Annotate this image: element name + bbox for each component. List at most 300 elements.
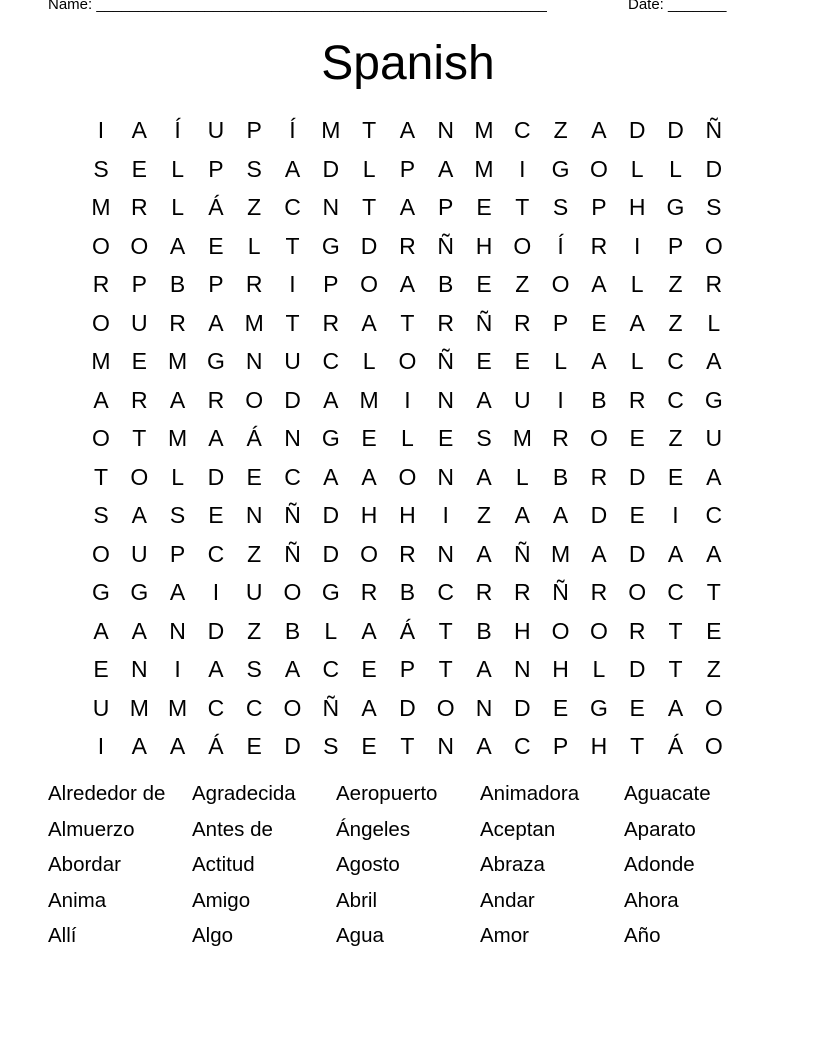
grid-letter: A	[591, 348, 607, 374]
grid-letter: O	[589, 617, 608, 644]
grid-letter: R	[399, 232, 416, 259]
grid-letter: A	[131, 617, 147, 644]
grid-letter: R	[92, 271, 110, 297]
grid-letter: R	[169, 309, 186, 336]
grid-letter: P	[246, 117, 262, 143]
grid-letter: Á	[208, 733, 224, 759]
grid-letter: D	[322, 155, 340, 182]
grid-letter: C	[322, 348, 340, 374]
grid-letter: A	[706, 463, 722, 490]
grid-letter: T	[706, 579, 721, 605]
grid-letter: N	[437, 386, 454, 413]
word-list-item: Ángeles	[336, 817, 411, 841]
grid-letter: P	[591, 194, 607, 220]
grid-letter: A	[476, 656, 492, 682]
grid-letter: P	[169, 540, 186, 567]
grid-letter: A	[169, 232, 186, 259]
word-list-item: Almuerzo	[48, 817, 135, 841]
word-list-item: Agradecida	[192, 782, 296, 805]
grid-letter: R	[130, 386, 148, 413]
grid-letter: N	[322, 194, 340, 220]
grid-letter: Ñ	[437, 232, 454, 259]
grid-letter: C	[322, 656, 340, 682]
grid-letter: G	[130, 579, 149, 605]
grid-letter: A	[361, 463, 377, 490]
grid-letter: I	[672, 502, 679, 528]
date-field-label: Date: _______	[628, 0, 727, 13]
grid-letter: M	[91, 194, 111, 220]
grid-letter: Z	[668, 425, 683, 451]
word-list-item: Animadora	[480, 782, 580, 805]
grid-letter: O	[360, 271, 379, 297]
grid-letter: A	[399, 271, 416, 297]
grid-letter: A	[208, 425, 224, 451]
grid-letter: E	[476, 271, 492, 297]
grid-letter: L	[592, 656, 606, 682]
grid-letter: D	[399, 694, 416, 721]
grid-letter: A	[284, 155, 301, 182]
word-list-item: Aparato	[624, 817, 696, 841]
grid-letter: E	[629, 425, 645, 451]
grid-letter: R	[322, 309, 340, 336]
grid-letter: R	[513, 309, 531, 336]
grid-letter: U	[130, 309, 148, 336]
grid-letter: Ñ	[552, 579, 569, 605]
grid-letter: D	[628, 656, 646, 682]
grid-letter: U	[207, 117, 225, 143]
grid-letter: D	[705, 155, 723, 182]
grid-letter: O	[92, 309, 110, 336]
grid-letter: B	[169, 271, 186, 297]
grid-letter: H	[360, 502, 378, 528]
grid-letter: S	[93, 155, 109, 182]
grid-letter: E	[476, 348, 492, 374]
grid-letter: O	[589, 425, 608, 451]
grid-letter: E	[246, 733, 262, 759]
grid-letter: G	[704, 386, 723, 413]
grid-letter: C	[513, 117, 531, 143]
grid-letter: R	[628, 386, 646, 413]
grid-letter: O	[551, 617, 570, 644]
grid-letter: Z	[706, 656, 721, 682]
word-list-item: Antes de	[192, 817, 273, 841]
grid-letter: I	[212, 579, 220, 605]
grid-letter: N	[169, 617, 186, 644]
grid-letter: I	[174, 656, 181, 682]
grid-letter: O	[704, 694, 723, 721]
grid-letter: S	[706, 194, 722, 220]
grid-letter: M	[129, 694, 149, 721]
grid-letter: Ñ	[284, 502, 301, 528]
grid-letter: R	[475, 579, 493, 605]
grid-letter: Á	[208, 194, 224, 220]
grid-letter: H	[475, 232, 493, 259]
grid-letter: I	[97, 117, 105, 143]
grid-letter: B	[591, 386, 607, 413]
grid-letter: R	[590, 579, 608, 605]
grid-letter: Z	[553, 117, 568, 143]
grid-letter: T	[438, 617, 453, 644]
grid-letter: A	[591, 117, 607, 143]
grid-letter: O	[283, 694, 302, 721]
grid-letter: N	[475, 694, 493, 721]
grid-letter: A	[169, 386, 186, 413]
grid-letter: A	[591, 271, 607, 297]
grid-letter: T	[362, 194, 377, 220]
grid-letter: T	[630, 733, 645, 759]
grid-letter: D	[207, 617, 225, 644]
word-list-item: Alrededor de	[48, 782, 166, 805]
grid-letter: I	[557, 386, 564, 413]
grid-letter: E	[361, 425, 377, 451]
grid-letter: A	[629, 309, 645, 336]
grid-letter: O	[704, 733, 723, 759]
grid-letter: R	[628, 617, 646, 644]
grid-letter: I	[404, 386, 411, 413]
grid-letter: S	[323, 733, 339, 759]
grid-letter: D	[322, 502, 340, 528]
word-list-item: Adonde	[624, 853, 695, 877]
grid-letter: G	[321, 579, 340, 605]
grid-letter: A	[361, 309, 377, 336]
grid-letter: Ñ	[705, 117, 723, 143]
grid-letter: G	[321, 425, 340, 451]
grid-letter: D	[628, 540, 646, 567]
grid-letter: D	[513, 694, 531, 721]
grid-letter: O	[551, 271, 570, 297]
grid-letter: E	[361, 656, 377, 682]
grid-letter: Á	[399, 617, 416, 644]
grid-letter: A	[323, 386, 339, 413]
grid-letter: T	[400, 733, 415, 759]
grid-letter: E	[438, 425, 454, 451]
word-list-item: Año	[624, 924, 661, 948]
grid-letter: M	[359, 386, 379, 413]
grid-letter: E	[591, 309, 607, 336]
grid-letter: C	[284, 463, 301, 490]
grid-letter: S	[169, 502, 186, 528]
grid-letter: N	[437, 733, 454, 759]
grid-letter: A	[476, 386, 492, 413]
grid-letter: L	[171, 155, 184, 182]
grid-letter: P	[131, 271, 147, 297]
grid-letter: D	[284, 733, 301, 759]
grid-letter: B	[284, 617, 301, 644]
grid-letter: Z	[247, 194, 262, 220]
word-list-item: Actitud	[192, 853, 255, 877]
grid-letter: A	[476, 733, 492, 759]
grid-letter: T	[438, 656, 453, 682]
grid-letter: A	[476, 540, 492, 567]
grid-letter: L	[400, 425, 414, 451]
grid-letter: S	[246, 656, 262, 682]
grid-letter: E	[552, 694, 569, 721]
grid-letter: A	[284, 656, 301, 682]
grid-letter: A	[361, 694, 377, 721]
grid-letter: L	[630, 271, 644, 297]
grid-letter: T	[285, 232, 300, 259]
grid-letter: M	[512, 425, 532, 451]
grid-letter: L	[669, 155, 682, 182]
grid-letter: N	[437, 463, 454, 490]
grid-letter: E	[667, 463, 684, 490]
grid-letter: M	[168, 694, 188, 721]
grid-letter: N	[437, 540, 454, 567]
grid-letter: L	[707, 309, 721, 336]
grid-letter: E	[131, 155, 147, 182]
grid-letter: N	[245, 502, 263, 528]
grid-letter: A	[399, 194, 416, 220]
grid-letter: H	[628, 194, 646, 220]
grid-letter: L	[362, 155, 376, 182]
word-list-item: Anima	[48, 888, 107, 912]
grid-letter: P	[667, 232, 684, 259]
grid-letter: Ñ	[513, 540, 531, 567]
grid-letter: R	[705, 271, 723, 297]
grid-letter: P	[208, 155, 224, 182]
grid-letter: Ñ	[437, 348, 454, 374]
grid-letter: R	[399, 540, 416, 567]
word-list-item: Abril	[336, 888, 378, 912]
grid-letter: Á	[246, 425, 262, 451]
grid-letter: R	[130, 194, 148, 220]
grid-letter: T	[132, 425, 147, 451]
grid-letter: A	[93, 617, 109, 644]
grid-letter: A	[169, 733, 186, 759]
grid-letter: O	[283, 579, 302, 605]
grid-letter: O	[92, 540, 110, 567]
grid-letter: R	[245, 271, 263, 297]
grid-letter: M	[551, 540, 571, 567]
grid-letter: A	[131, 733, 147, 759]
grid-letter: T	[400, 309, 415, 336]
grid-letter: A	[591, 540, 607, 567]
grid-letter: C	[245, 694, 263, 721]
grid-letter: C	[513, 733, 531, 759]
grid-letter: C	[667, 386, 684, 413]
grid-letter: U	[284, 348, 301, 374]
grid-letter: O	[398, 348, 417, 374]
grid-letter: O	[92, 425, 110, 451]
grid-letter: E	[208, 232, 224, 259]
word-list-item: Aguacate	[624, 782, 711, 805]
grid-letter: A	[361, 617, 377, 644]
grid-letter: Ñ	[322, 694, 340, 721]
grid-letter: P	[208, 271, 224, 297]
grid-letter: A	[438, 155, 454, 182]
grid-letter: M	[474, 117, 494, 143]
grid-letter: A	[552, 502, 569, 528]
grid-letter: O	[589, 155, 608, 182]
grid-letter: N	[284, 425, 301, 451]
grid-letter: Z	[247, 617, 262, 644]
grid-letter: R	[360, 579, 378, 605]
grid-letter: L	[515, 463, 529, 490]
grid-letter: E	[514, 348, 530, 374]
grid-letter: A	[667, 694, 684, 721]
grid-letter: L	[554, 348, 567, 374]
grid-letter: L	[630, 155, 644, 182]
grid-letter: D	[667, 117, 684, 143]
grid-letter: O	[130, 232, 149, 259]
grid-letter: E	[706, 617, 722, 644]
grid-letter: O	[398, 463, 417, 490]
grid-letter: D	[628, 463, 646, 490]
grid-letter: D	[590, 502, 608, 528]
grid-letter: G	[589, 694, 608, 721]
grid-letter: U	[513, 386, 531, 413]
grid-letter: O	[704, 232, 723, 259]
grid-letter: N	[437, 117, 454, 143]
grid-letter: E	[93, 656, 109, 682]
grid-letter: E	[629, 502, 645, 528]
grid-letter: D	[360, 232, 378, 259]
grid-letter: M	[244, 309, 264, 336]
grid-letter: R	[590, 463, 608, 490]
grid-letter: S	[93, 502, 109, 528]
word-list-item: Agosto	[336, 853, 400, 877]
grid-letter: E	[131, 348, 147, 374]
grid-letter: L	[362, 348, 376, 374]
grid-letter: Ñ	[284, 540, 301, 567]
grid-letter: P	[323, 271, 339, 297]
word-list-item: Ahora	[624, 888, 679, 912]
grid-letter: B	[552, 463, 569, 490]
grid-letter: T	[668, 656, 683, 682]
grid-letter: E	[246, 463, 262, 490]
grid-letter: A	[667, 540, 684, 567]
grid-letter: E	[476, 194, 492, 220]
grid-letter: N	[513, 656, 531, 682]
grid-letter: Z	[668, 271, 683, 297]
grid-letter: O	[436, 694, 455, 721]
grid-letter: E	[361, 733, 377, 759]
grid-letter: A	[93, 386, 109, 413]
grid-letter: O	[245, 386, 264, 413]
grid-letter: B	[438, 271, 454, 297]
grid-letter: G	[206, 348, 225, 374]
grid-letter: A	[706, 540, 722, 567]
grid-letter: L	[630, 348, 644, 374]
grid-letter: T	[93, 463, 109, 490]
grid-letter: M	[168, 425, 188, 451]
grid-letter: G	[92, 579, 110, 605]
grid-letter: T	[668, 617, 683, 644]
grid-letter: D	[322, 540, 340, 567]
grid-letter: R	[207, 386, 225, 413]
grid-letter: D	[628, 117, 646, 143]
grid-letter: A	[208, 309, 224, 336]
grid-letter: Ñ	[475, 309, 493, 336]
grid-letter: A	[208, 656, 224, 682]
grid-letter: C	[705, 502, 723, 528]
grid-letter: N	[245, 348, 263, 374]
grid-letter: A	[399, 117, 416, 143]
grid-letter: C	[207, 540, 225, 567]
grid-letter: Í	[289, 117, 296, 143]
grid-letter: S	[246, 155, 262, 182]
grid-letter: O	[513, 232, 532, 259]
grid-letter: H	[552, 656, 569, 682]
word-list-item: Allí	[48, 924, 77, 948]
grid-letter: A	[514, 502, 530, 528]
name-field-label: Name: ______________________________________________________	[48, 0, 547, 13]
grid-letter: P	[438, 194, 454, 220]
grid-letter: O	[130, 463, 149, 490]
grid-letter: I	[289, 271, 296, 297]
word-list-item: Agua	[336, 924, 384, 948]
grid-letter: H	[399, 502, 416, 528]
grid-letter: Z	[515, 271, 530, 297]
word-list-item: Abraza	[480, 853, 545, 877]
word-list-item: Aceptan	[480, 817, 556, 841]
grid-letter: U	[705, 425, 723, 451]
grid-letter: S	[476, 425, 492, 451]
grid-letter: A	[131, 502, 147, 528]
grid-letter: E	[629, 694, 645, 721]
grid-letter: N	[130, 656, 148, 682]
grid-letter: Z	[476, 502, 492, 528]
grid-letter: M	[91, 348, 111, 374]
grid-letter: U	[92, 694, 110, 721]
grid-letter: C	[667, 348, 684, 374]
grid-letter: A	[323, 463, 339, 490]
grid-letter: L	[171, 463, 184, 490]
grid-letter: P	[399, 155, 416, 182]
grid-letter: Í	[174, 117, 181, 143]
grid-letter: M	[474, 155, 494, 182]
grid-letter: H	[513, 617, 531, 644]
word-list-item: Amigo	[192, 888, 251, 912]
grid-letter: O	[360, 540, 379, 567]
word-list-item: Andar	[480, 888, 535, 912]
grid-letter: T	[285, 309, 300, 336]
grid-letter: L	[324, 617, 338, 644]
grid-letter: M	[168, 348, 188, 374]
grid-letter: G	[551, 155, 570, 182]
grid-letter: L	[171, 194, 184, 220]
grid-letter: P	[399, 656, 416, 682]
grid-letter: M	[321, 117, 341, 143]
grid-letter: A	[131, 117, 147, 143]
grid-letter: B	[476, 617, 492, 644]
grid-letter: A	[476, 463, 492, 490]
grid-letter: A	[169, 579, 186, 605]
grid-letter: Z	[247, 540, 262, 567]
grid-letter: A	[706, 348, 722, 374]
grid-letter: Á	[667, 733, 684, 759]
word-list-item: Algo	[192, 924, 234, 948]
grid-letter: D	[207, 463, 225, 490]
grid-letter: Í	[557, 232, 564, 259]
grid-letter: I	[633, 232, 641, 259]
grid-letter: T	[515, 194, 530, 220]
grid-letter: D	[284, 386, 301, 413]
grid-letter: R	[437, 309, 454, 336]
grid-letter: O	[92, 232, 110, 259]
grid-letter: P	[552, 309, 569, 336]
grid-letter: R	[552, 425, 569, 451]
grid-letter: U	[130, 540, 148, 567]
grid-letter: C	[667, 579, 684, 605]
grid-letter: R	[513, 579, 531, 605]
grid-letter: I	[442, 502, 449, 528]
grid-letter: R	[590, 232, 608, 259]
grid-letter: B	[399, 579, 416, 605]
grid-letter: L	[247, 232, 261, 259]
word-list-item: Amor	[480, 924, 529, 948]
grid-letter: C	[437, 579, 454, 605]
